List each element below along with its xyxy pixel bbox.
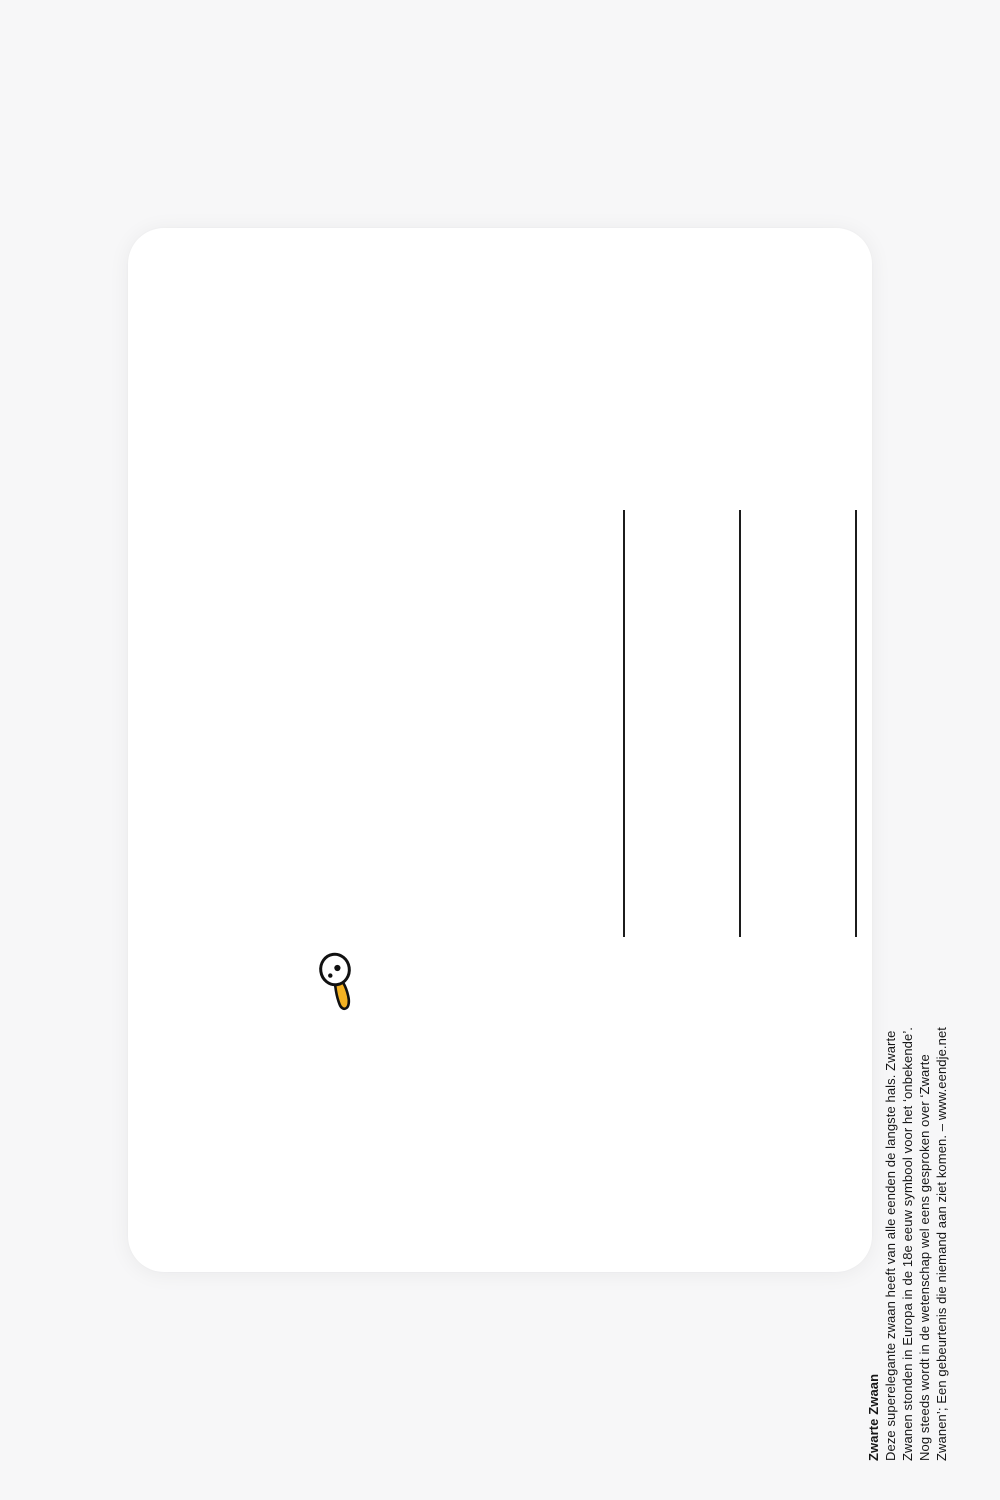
- info-line: Deze superelegante zwaan heeft van alle eenden de langste hals. Zwarte: [883, 1030, 898, 1461]
- address-line-2: [739, 510, 741, 937]
- info-line: Zwanen’; Een gebeurtenis die niemand aan ziet komen. – www.eendje.net: [934, 1026, 949, 1461]
- info-line: Zwanen stonden in Europa in de 18e eeuw symbool voor het ‘onbekende’.: [900, 1026, 915, 1461]
- postcard: [128, 228, 949, 1461]
- info-title: Zwarte Zwaan: [866, 1373, 881, 1461]
- address-line-1: [623, 510, 625, 937]
- duck-logo-icon: [314, 947, 362, 1013]
- duck-nostril: [328, 973, 332, 977]
- duck-eye: [334, 965, 340, 971]
- info-text-block: [865, 1026, 955, 1461]
- address-line-3: [855, 510, 857, 937]
- info-line: Nog steeds wordt in de wetenschap wel eens gesproken over ‘Zwarte: [917, 1054, 932, 1461]
